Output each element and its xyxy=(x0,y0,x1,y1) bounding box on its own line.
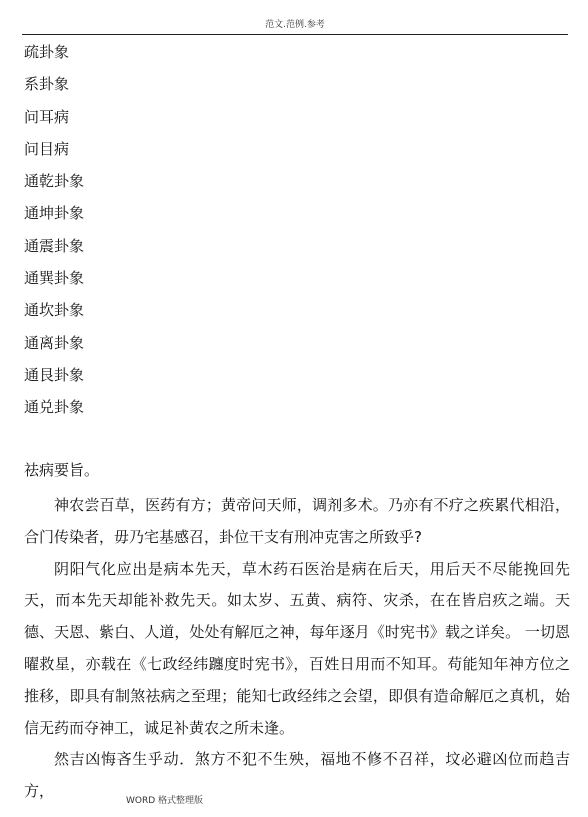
toc-item: 通震卦象 xyxy=(24,236,85,255)
toc-item: 通乾卦象 xyxy=(24,172,85,191)
paragraph: 然吉凶悔吝生乎动．煞方不犯不生殃，福地不修不召祥，坟必避凶位而趋吉方， xyxy=(24,750,570,801)
section-title: 祛病要旨。 xyxy=(24,461,100,479)
body-text xyxy=(24,490,570,808)
toc-item: 疏卦象 xyxy=(24,43,70,61)
toc-item: 问耳病 xyxy=(24,107,70,126)
toc-item: 系卦象 xyxy=(24,75,70,94)
toc-item: 通坎卦象 xyxy=(24,301,85,320)
table-of-contents xyxy=(24,38,84,426)
toc-item: 通离卦象 xyxy=(24,333,85,352)
paragraph: 神农尝百草，医药有方；黄帝问天师，调剂多术。乃亦有不疗之疾累代相沿，合门传染者，毋乃宅基感召，卦位干支有刑冲克害之所致乎? xyxy=(24,496,570,546)
page-header: 范文.范例.参考 xyxy=(22,18,568,35)
toc-item: 问目病 xyxy=(24,139,70,158)
toc-item: 通艮卦象 xyxy=(24,365,85,384)
toc-item: 通巽卦象 xyxy=(24,269,85,288)
toc-item: 通兑卦象 xyxy=(24,398,85,417)
toc-item: 通坤卦象 xyxy=(24,204,85,223)
page-footer: WORD 格式整理版 xyxy=(126,796,204,806)
paragraph: 阴阳气化应出是病本先天，草木药石医治是病在后天，用后天不尽能挽回先天，而本先天却能补救先天。如太岁、五黄、病符、灾杀，在在皆启疚之端。天德、天恩、紫白、人道，处处有解厄之神，每年逐月《时宪书》载之详矣。 一切恩曜救星，亦载在《七政经纬躔度时宪书》，百姓日用而不知耳。苟能知年神方位之推移，即具有制煞祛病之至理；能知七政经纬之会望，即俱有造命解厄之真机，始信无药而夺神工，诚足补黄农之所未逢。 xyxy=(24,559,570,737)
